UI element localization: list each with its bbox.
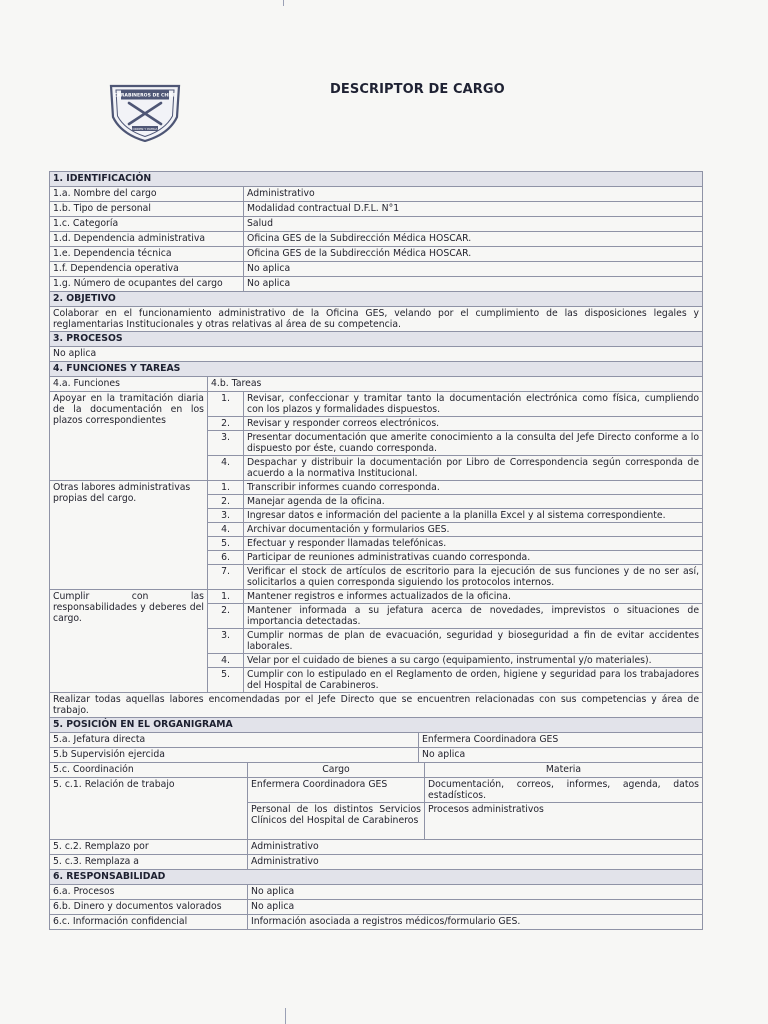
table-row <box>50 693 703 718</box>
section-header: 5. POSICIÓN EN EL ORGANIGRAMA <box>50 718 703 733</box>
field-label: 1.b. Tipo de personal <box>50 202 244 217</box>
tarea-text: Revisar y responder correos electrónicos. <box>244 417 703 431</box>
field-label: 5.b Supervisión ejercida <box>50 748 419 763</box>
field-value: No aplica <box>244 277 703 292</box>
tarea-text: Manejar agenda de la oficina. <box>244 495 703 509</box>
table-row <box>50 481 703 495</box>
table-row <box>50 202 703 217</box>
field-value: No aplica <box>248 885 703 900</box>
tarea-text: Verificar el stock de artículos de escritorio para la ejecución de sus funciones y de no ser así, solicitarlos a quien corresponda siguiendo los protocolos internos. <box>244 565 703 590</box>
table-row <box>50 733 703 748</box>
table-row <box>50 247 703 262</box>
tarea-number: 1. <box>208 590 244 604</box>
tarea-number: 1. <box>208 392 244 417</box>
field-value: Enfermera Coordinadora GES <box>419 733 703 748</box>
field-label: 6.a. Procesos <box>50 885 248 900</box>
relacion-materia: Documentación, correos, informes, agenda, datos estadísticos. <box>425 778 703 803</box>
field-label: 1.g. Número de ocupantes del cargo <box>50 277 244 292</box>
field-value: Información asociada a registros médicos/formulario GES. <box>248 915 703 930</box>
tarea-number: 2. <box>208 495 244 509</box>
field-value: Salud <box>244 217 703 232</box>
tarea-number: 7. <box>208 565 244 590</box>
field-label: 5. c.3. Remplaza a <box>50 855 248 870</box>
section-header: 6. RESPONSABILIDAD <box>50 870 703 885</box>
tarea-text: Transcribir informes cuando corresponda. <box>244 481 703 495</box>
table-row <box>50 392 703 417</box>
field-label: 6.b. Dinero y documentos valorados <box>50 900 248 915</box>
descriptor-table <box>49 171 703 763</box>
table-row <box>50 262 703 277</box>
tarea-number: 5. <box>208 537 244 551</box>
procesos-text: No aplica <box>50 347 703 362</box>
field-label: 1.f. Dependencia operativa <box>50 262 244 277</box>
field-label: 1.d. Dependencia administrativa <box>50 232 244 247</box>
organigrama-table <box>49 762 703 930</box>
tarea-text: Cumplir normas de plan de evacuación, seguridad y bioseguridad a fin de evitar accidentes laborales. <box>244 629 703 654</box>
section-funciones <box>50 362 703 377</box>
tarea-number: 3. <box>208 509 244 523</box>
field-label: 1.a. Nombre del cargo <box>50 187 244 202</box>
table-row <box>50 915 703 930</box>
document-title: DESCRIPTOR DE CARGO <box>330 82 505 97</box>
column-header-funciones: 4.a. Funciones <box>50 377 208 392</box>
funciones-column-headers <box>50 377 703 392</box>
table-row <box>50 763 703 778</box>
table-row <box>50 748 703 763</box>
objetivo-text: Colaborar en el funcionamiento administrativo de la Oficina GES, velando por el cumplimiento de las disposiciones legales y reglamentarias Institucionales y otras relativas al área de su competencia. <box>50 307 703 332</box>
tarea-text: Participar de reuniones administrativas cuando corresponda. <box>244 551 703 565</box>
tarea-text: Archivar documentación y formularios GES. <box>244 523 703 537</box>
field-label: 5. c.1. Relación de trabajo <box>50 778 248 840</box>
table-row <box>50 855 703 870</box>
tarea-text: Revisar, confeccionar y tramitar tanto la documentación electrónica como física, cumpliendo con los plazos y formalidades dispuestos. <box>244 392 703 417</box>
table-row <box>50 232 703 247</box>
relacion-materia: Procesos administrativos <box>425 803 703 840</box>
section-objetivo <box>50 292 703 307</box>
table-row <box>50 900 703 915</box>
section-procesos <box>50 332 703 347</box>
scan-mark-top <box>283 0 284 6</box>
funcion-cell: Cumplir con las responsabilidades y deberes del cargo. <box>50 590 208 693</box>
tarea-text: Despachar y distribuir la documentación por Libro de Correspondencia según corresponda de acuerdo a la normativa Institucional. <box>244 456 703 481</box>
tarea-number: 5. <box>208 668 244 693</box>
column-header-materia: Materia <box>425 763 703 778</box>
table-row <box>50 307 703 332</box>
relacion-cargo: Personal de los distintos Servicios Clínicos del Hospital de Carabineros <box>248 803 425 840</box>
tarea-text: Mantener informada a su jefatura acerca de novedades, imprevistos o situaciones de importancia detectadas. <box>244 604 703 629</box>
tarea-number: 4. <box>208 654 244 668</box>
field-value: No aplica <box>244 262 703 277</box>
table-row <box>50 277 703 292</box>
logo-bottom-text: ORDEN Y PATRIA <box>132 127 158 131</box>
field-value: No aplica <box>419 748 703 763</box>
tarea-number: 6. <box>208 551 244 565</box>
tarea-text: Efectuar y responder llamadas telefónicas. <box>244 537 703 551</box>
table-row <box>50 217 703 232</box>
tarea-number: 3. <box>208 431 244 456</box>
field-value: Administrativo <box>248 855 703 870</box>
table-row <box>50 840 703 855</box>
tarea-text: Cumplir con lo estipulado en el Reglamento de orden, higiene y seguridad para los trabajadores del Hospital de Carabineros. <box>244 668 703 693</box>
field-label: 5.c. Coordinación <box>50 763 248 778</box>
tarea-number: 3. <box>208 629 244 654</box>
relacion-cargo: Enfermera Coordinadora GES <box>248 778 425 803</box>
field-value: Modalidad contractual D.F.L. N°1 <box>244 202 703 217</box>
section-header: 3. PROCESOS <box>50 332 703 347</box>
field-label: 6.c. Información confidencial <box>50 915 248 930</box>
funcion-cell: Apoyar en la tramitación diaria de la documentación en los plazos correspondientes <box>50 392 208 481</box>
field-label: 1.e. Dependencia técnica <box>50 247 244 262</box>
tarea-number: 4. <box>208 523 244 537</box>
logo-top-text: CARABINEROS DE CHILE <box>113 93 177 99</box>
table-row <box>50 590 703 604</box>
section-header: 1. IDENTIFICACIÓN <box>50 172 703 187</box>
funciones-footer-text: Realizar todas aquellas labores encomendadas por el Jefe Directo que se encuentren relacionadas con sus competencias y área de trabajo. <box>50 693 703 718</box>
field-value: Oficina GES de la Subdirección Médica HOSCAR. <box>244 232 703 247</box>
table-row <box>50 778 703 803</box>
carabineros-logo <box>107 84 183 142</box>
column-header-tareas: 4.b. Tareas <box>208 377 703 392</box>
section-identificacion <box>50 172 703 187</box>
tarea-number: 1. <box>208 481 244 495</box>
column-header-cargo: Cargo <box>248 763 425 778</box>
section-organigrama <box>50 718 703 733</box>
field-label: 5.a. Jefatura directa <box>50 733 419 748</box>
funcion-cell: Otras labores administrativas propias del cargo. <box>50 481 208 590</box>
field-value: Oficina GES de la Subdirección Médica HOSCAR. <box>244 247 703 262</box>
tarea-text: Mantener registros e informes actualizados de la oficina. <box>244 590 703 604</box>
field-value: Administrativo <box>248 840 703 855</box>
section-responsabilidad <box>50 870 703 885</box>
section-header: 4. FUNCIONES Y TAREAS <box>50 362 703 377</box>
tarea-number: 2. <box>208 604 244 629</box>
tarea-number: 4. <box>208 456 244 481</box>
tarea-text: Ingresar datos e información del paciente a la planilla Excel y al sistema correspondiente. <box>244 509 703 523</box>
section-header: 2. OBJETIVO <box>50 292 703 307</box>
table-row <box>50 347 703 362</box>
tarea-text: Presentar documentación que amerite conocimiento a la consulta del Jefe Directo conforme a lo dispuesto por éste, cuando corresponda. <box>244 431 703 456</box>
tarea-number: 2. <box>208 417 244 431</box>
field-value: Administrativo <box>244 187 703 202</box>
field-value: No aplica <box>248 900 703 915</box>
table-row <box>50 187 703 202</box>
scan-mark-bottom <box>285 1008 286 1024</box>
table-row <box>50 885 703 900</box>
tarea-text: Velar por el cuidado de bienes a su cargo (equipamiento, instrumental y/o materiales). <box>244 654 703 668</box>
field-label: 1.c. Categoría <box>50 217 244 232</box>
field-label: 5. c.2. Remplazo por <box>50 840 248 855</box>
